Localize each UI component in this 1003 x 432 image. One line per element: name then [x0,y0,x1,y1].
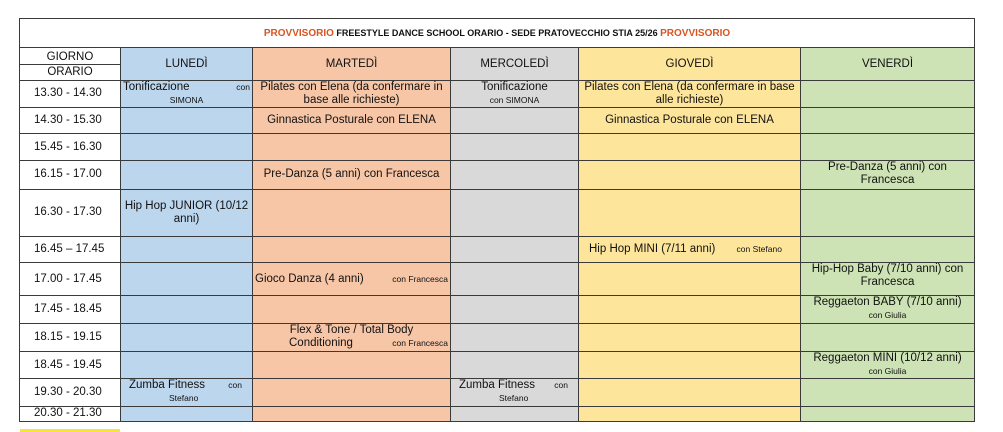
class-title: Flex & Tone / Total Body [289,323,414,336]
class-title: Tonificazione [481,80,548,93]
class-con: con [554,380,568,391]
class-teacher: con SIMONA [489,94,540,105]
empty-cell [121,406,253,421]
time-slot: 19.30 - 20.30 [20,379,121,406]
class-title: Tonificazione [123,80,190,93]
class-teacher: con Stefano [736,243,782,254]
class-title: Reggaeton BABY (7/10 anni) [813,296,962,309]
class-cell [253,323,451,351]
orario-label: ORARIO [20,64,120,79]
empty-cell [253,236,451,262]
empty-cell [253,406,451,421]
giorno-label: GIORNO [46,50,94,63]
class-cell: Hip-Hop Baby (7/10 anni) con Francesca [801,262,975,295]
class-cell [121,80,253,107]
time-slot: 18.15 - 19.15 [20,323,121,351]
empty-cell [121,323,253,351]
time-slot: 20.30 - 21.30 [20,406,121,421]
empty-cell [579,323,801,351]
class-con: con [236,81,250,92]
class-cell [253,262,451,295]
class-cell: Ginnastica Posturale con ELENA [579,108,801,134]
provisional-label-right: PROVVISORIO [660,27,731,39]
empty-cell [451,108,579,134]
time-slot: 15.45 - 16.30 [20,134,121,160]
empty-cell [579,406,801,421]
empty-cell [451,323,579,351]
empty-cell [253,134,451,160]
empty-cell [801,108,975,134]
class-title: Zumba Fitness [459,379,536,392]
class-title: Hip Hop MINI (7/11 anni) [589,242,716,255]
class-cell [451,379,579,406]
class-title-line2: Conditioning [289,336,353,349]
empty-cell [253,379,451,406]
class-teacher: con Francesca [392,337,448,348]
empty-cell [801,134,975,160]
empty-cell [579,262,801,295]
class-cell: Pre-Danza (5 anni) con Francesca [801,160,975,189]
day-header-friday: VENERDÌ [801,48,975,80]
empty-cell [121,262,253,295]
empty-cell [121,352,253,379]
class-teacher: SIMONA [169,94,204,105]
schedule-table [19,18,975,422]
time-slot: 16.15 - 17.00 [20,160,121,189]
class-cell [801,352,975,379]
provisional-label-left: PROVVISORIO [263,27,334,39]
empty-cell [121,236,253,262]
empty-cell [253,296,451,323]
class-cell [801,296,975,323]
class-teacher: Stefano [169,393,199,404]
empty-cell [579,190,801,237]
class-cell [451,80,579,107]
class-teacher: con Giulia [868,366,907,377]
class-teacher: con Francesca [392,273,448,284]
time-slot: 17.00 - 17.45 [20,262,121,295]
empty-cell [451,134,579,160]
day-header-wednesday: MERCOLEDÌ [451,48,579,80]
empty-cell [579,134,801,160]
empty-cell [451,296,579,323]
empty-cell [801,379,975,406]
time-slot: 16.45 – 17.45 [20,236,121,262]
class-title: Zumba Fitness [129,379,206,392]
empty-cell [253,352,451,379]
empty-cell [579,379,801,406]
class-cell: Hip Hop JUNIOR (10/12 anni) [121,190,253,237]
empty-cell [121,160,253,189]
class-cell [121,379,253,406]
empty-cell [253,190,451,237]
class-con: con [228,380,242,391]
time-slot: 14.30 - 15.30 [20,108,121,134]
empty-cell [121,134,253,160]
time-slot: 17.45 - 18.45 [20,296,121,323]
day-header-tuesday: MARTEDÌ [253,48,451,80]
empty-cell [801,323,975,351]
class-cell: Pre-Danza (5 anni) con Francesca [253,160,451,189]
class-title: Reggaeton MINI (10/12 anni) [813,352,962,365]
empty-cell [801,190,975,237]
time-slot: 16.30 - 17.30 [20,190,121,237]
class-cell: Pilates con Elena (da confermare in base alle richieste) [253,80,451,107]
empty-cell [451,352,579,379]
class-cell [579,236,801,262]
day-header-thursday: GIOVEDÌ [579,48,801,80]
empty-cell [801,80,975,107]
title-text: FREESTYLE DANCE SCHOOL ORARIO - SEDE PRATOVECCHIO STIA 25/26 [336,27,658,38]
empty-cell [451,236,579,262]
class-teacher: con Giulia [868,310,907,321]
empty-cell [801,236,975,262]
empty-cell [121,296,253,323]
time-slot: 13.30 - 14.30 [20,80,121,107]
day-header-monday: LUNEDÌ [121,48,253,80]
class-cell: Ginnastica Posturale con ELENA [253,108,451,134]
empty-cell [579,352,801,379]
schedule-title [20,19,975,48]
empty-cell [121,108,253,134]
giorno-orario-header [20,48,121,80]
empty-cell [451,160,579,189]
class-cell: Pilates con Elena (da confermare in base alle richieste) [579,80,801,107]
time-slot: 18.45 - 19.45 [20,352,121,379]
class-teacher: Stefano [499,393,529,404]
empty-cell [579,160,801,189]
empty-cell [451,262,579,295]
empty-cell [451,406,579,421]
empty-cell [801,406,975,421]
empty-cell [451,190,579,237]
empty-cell [579,296,801,323]
class-title: Gioco Danza (4 anni) [255,272,364,285]
